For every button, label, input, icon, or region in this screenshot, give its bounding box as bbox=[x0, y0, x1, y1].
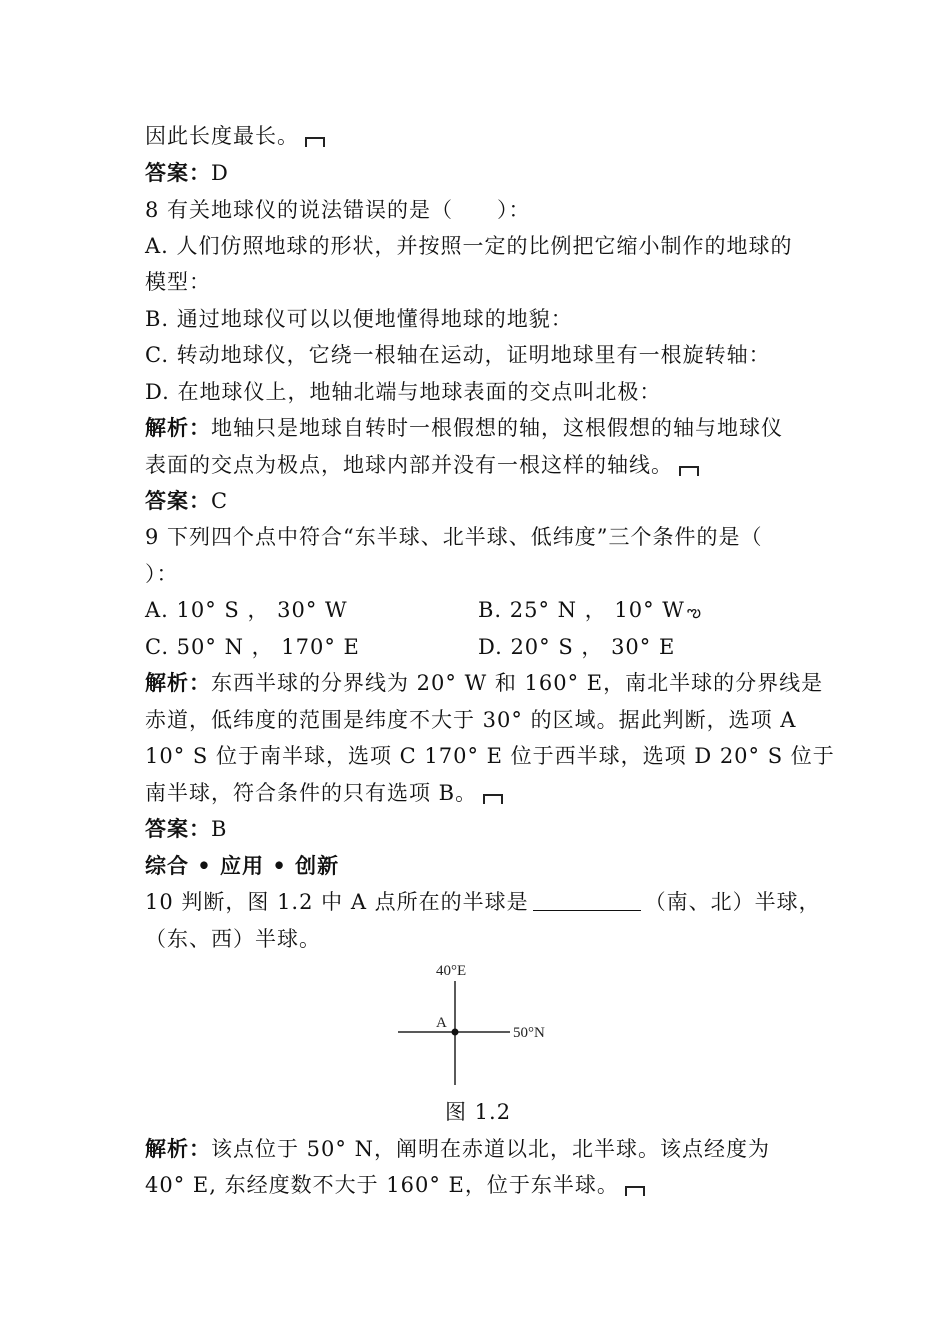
options-row bbox=[145, 596, 348, 624]
question-8: 8 有关地球仪的说法错误的是（ ）： bbox=[145, 198, 531, 222]
answer-line bbox=[145, 815, 227, 843]
option-a-line-1: A. 人们仿照地球的形状，并按照一定的比例把它缩小制作的地球的 bbox=[145, 234, 793, 258]
explanation-label: 解析： bbox=[145, 670, 211, 695]
question-9-line-1: 9 下列四个点中符合“东半球、北半球、低纬度”三个条件的是（ bbox=[145, 525, 763, 549]
option-b: B. 25° N ， 10° W bbox=[478, 598, 685, 622]
question-10-line-1: 10 判断，图 1.2 中 A 点所在的半球是 （南、北）半球， bbox=[145, 890, 821, 914]
explanation-line: 南半球，符合条件的只有选项 B。 bbox=[145, 779, 503, 807]
answer-value: D bbox=[211, 161, 229, 185]
explanation-label: 解析： bbox=[145, 1136, 211, 1161]
answer-blank bbox=[533, 888, 641, 911]
explanation-line: 解析：地轴只是地球自转时一根假想的轴，这根假想的轴与地球仪 bbox=[145, 415, 783, 440]
option-a-line-2: 模型： bbox=[145, 270, 211, 294]
option-a: A. 10° S ， 30° W bbox=[145, 598, 348, 622]
figure-caption: 图 1.2 bbox=[445, 1100, 512, 1124]
answer-line bbox=[145, 159, 229, 187]
explanation-line: 10° S 位于南半球，选项 C 170° E 位于西半球，选项 D 20° S 位于 bbox=[145, 744, 835, 768]
point-a bbox=[452, 1029, 459, 1036]
option-c: C. 50° N ， 170° E bbox=[145, 635, 360, 659]
option-c: C. 转动地球仪，它绕一根轴在运动，证明地球里有一根旋转轴： bbox=[145, 343, 771, 367]
question-9-line-2: ）： bbox=[145, 562, 179, 586]
answer-label: 答案： bbox=[145, 160, 211, 185]
latitude-label: 50°N bbox=[513, 1025, 545, 1041]
point-a-label: A bbox=[436, 1015, 447, 1031]
explanation-line: 赤道，低纬度的范围是纬度不大于 30° 的区域。据此判断，选项 A bbox=[145, 708, 797, 732]
answer-value: B bbox=[211, 817, 228, 841]
longitude-label: 40°E bbox=[436, 963, 467, 979]
explanation-line: 解析：东西半球的分界线为 20° W 和 160° E，南北半球的分界线是 bbox=[145, 670, 824, 695]
answer-label: 答案： bbox=[145, 816, 211, 841]
explanation-line: 表面的交点为极点，地球内部并没有一根这样的轴线。 bbox=[145, 451, 699, 479]
option-d: D. 20° S ， 30° E bbox=[478, 635, 676, 659]
question-10-line-2: （东、西）半球。 bbox=[145, 927, 321, 951]
text-line: 因此长度最长。 bbox=[145, 122, 325, 150]
section-heading: 综合 • 应用 • 创新 bbox=[145, 853, 340, 878]
return-mark-icon bbox=[625, 1186, 645, 1196]
option-d: D. 在地球仪上，地轴北端与地球表面的交点叫北极： bbox=[145, 380, 662, 404]
coordinate-figure bbox=[390, 955, 570, 1090]
explanation-line: 解析：该点位于 50° N，阐明在赤道以北，北半球。该点经度为 bbox=[145, 1136, 770, 1161]
return-mark-icon bbox=[679, 466, 699, 476]
scribble-icon: ఌ bbox=[686, 602, 703, 621]
return-mark-icon bbox=[483, 794, 503, 804]
answer-label: 答案： bbox=[145, 488, 211, 513]
answer-line bbox=[145, 487, 228, 515]
explanation-label: 解析： bbox=[145, 415, 211, 440]
option-b: B. 通过地球仪可以以便地懂得地球的地貌： bbox=[145, 307, 573, 331]
return-mark-icon bbox=[305, 137, 325, 147]
option-b-cell bbox=[478, 596, 702, 626]
explanation-line: 40° E, 东经度数不大于 160° E，位于东半球。 bbox=[145, 1171, 645, 1199]
answer-value: C bbox=[211, 489, 229, 513]
